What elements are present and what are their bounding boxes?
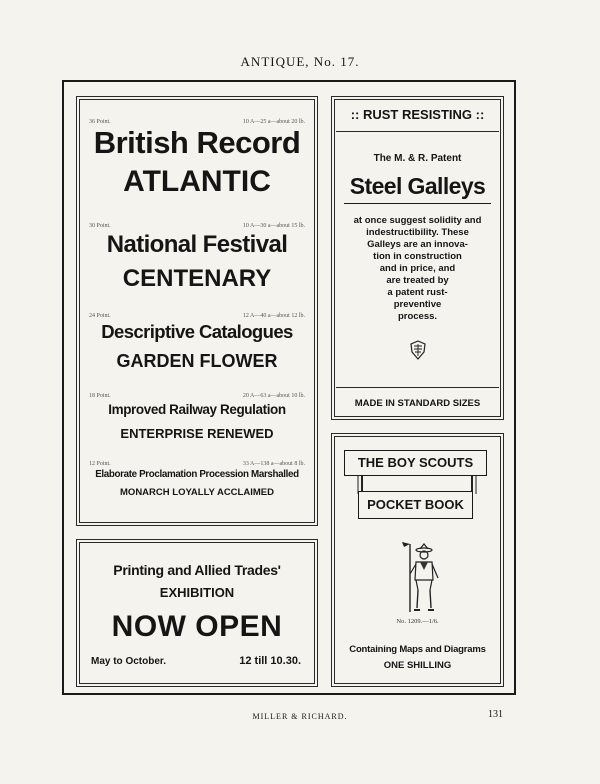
exhibition-box <box>76 539 318 687</box>
product-name: Steel Galleys <box>349 173 486 199</box>
specimen-line: Elaborate Proclamation Procession Marshalled <box>95 469 299 480</box>
page-header: ANTIQUE, No. 17. <box>240 54 360 69</box>
specimen-line: British Record <box>93 125 301 160</box>
specimen-line: MONARCH LOYALLY ACCLAIMED <box>120 487 274 498</box>
specimen-count: 33 A—138 a—about 8 lb. <box>242 461 305 467</box>
specimen-line: Improved Railway Regulation <box>108 402 286 417</box>
boy-scout-figure-icon <box>396 540 446 616</box>
exhibition-hours: 12 till 10.30. <box>239 655 301 667</box>
type-specimen-box <box>76 96 318 526</box>
rust-body: at once suggest solidity and indestructibility. These Galleys are an innova- tion in construction and in price, and are treated by a patent rust- preventive process. <box>353 215 482 322</box>
exhibition-title: Printing and Allied Trades' <box>113 562 281 578</box>
specimen-size: 36 Point. <box>89 119 111 125</box>
specimen-line: Descriptive Catalogues <box>101 321 293 342</box>
sign-boy-scouts: THE BOY SCOUTS <box>344 450 487 476</box>
exhibition-subtitle: EXHIBITION <box>159 585 235 600</box>
rust-resisting-box <box>331 96 504 420</box>
page-number: 131 <box>488 709 503 720</box>
specimen-count: 10 A—30 a—about 15 lb. <box>242 223 305 229</box>
scouts-caption: Containing Maps and Diagrams <box>349 644 486 655</box>
ornament-icon <box>410 340 426 360</box>
specimen-size: 24 Point. <box>89 313 111 319</box>
specimen-line: ENTERPRISE RENEWED <box>120 426 274 441</box>
publisher-name: MILLER & RICHARD. <box>252 712 348 721</box>
rust-footer: MADE IN STANDARD SIZES <box>354 398 481 409</box>
cut-number: No. 1209.—1/6. <box>396 618 439 625</box>
specimen-count: 10 A—25 a—about 20 lb. <box>242 119 305 125</box>
exhibition-dates: May to October. <box>91 656 167 667</box>
sign-pocket-book: POCKET BOOK <box>358 491 473 519</box>
specimen-line: CENTENARY <box>122 265 272 292</box>
rust-heading: :: RUST RESISTING :: <box>350 107 485 122</box>
specimen-line: ATLANTIC <box>123 165 271 198</box>
specimen-count: 20 A—63 a—about 10 lb. <box>242 393 305 399</box>
specimen-size: 18 Point. <box>89 393 111 399</box>
specimen-line: National Festival <box>106 231 288 258</box>
now-open: NOW OPEN <box>111 610 283 643</box>
specimen-size: 12 Point. <box>89 461 111 467</box>
boy-scouts-box <box>331 433 504 687</box>
patent-line: The M. & R. Patent <box>373 153 462 164</box>
specimen-count: 12 A—40 a—about 12 lb. <box>242 313 305 319</box>
specimen-size: 30 Point. <box>89 223 111 229</box>
specimen-line: GARDEN FLOWER <box>116 351 278 371</box>
scouts-price: ONE SHILLING <box>383 660 452 671</box>
